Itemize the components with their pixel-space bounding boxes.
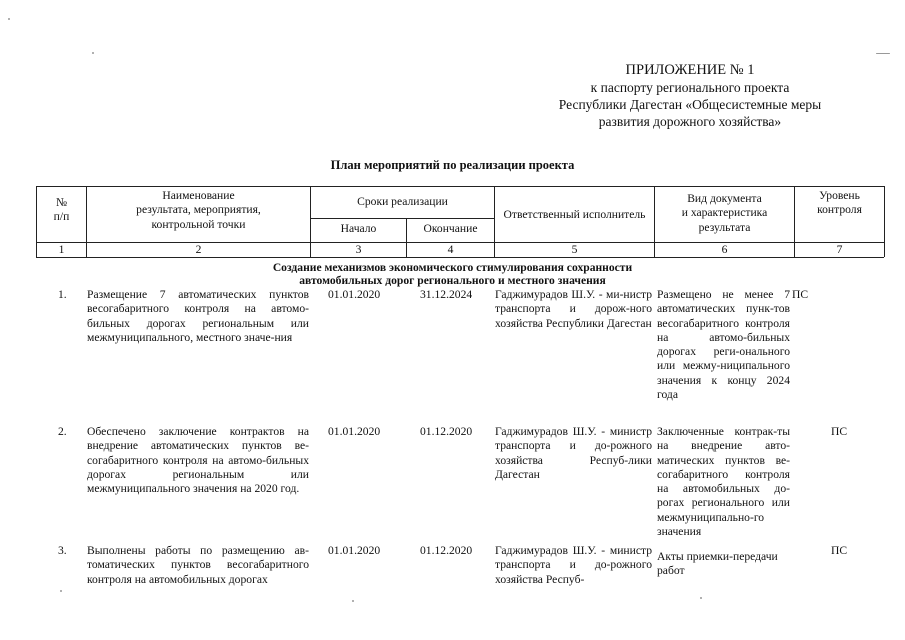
appendix-line-2: Республики Дагестан «Общесистемные меры [558,97,822,112]
header-doc: Вид документа и характеристика результата [681,192,768,234]
header-num: № п/п [53,196,70,224]
grid-line [884,186,885,257]
row-num: 2. [58,425,67,438]
row-name: Обеспечено заключение контрактов на внедрение автоматических пунктов ве-согабаритного контроля на автомо-бильных дорогах региональным или межмуниципального значения на 2020 год. [87,425,309,496]
row-end: 01.12.2020 [420,544,473,557]
row-start: 01.01.2020 [328,288,381,301]
scan-speck [92,52,94,54]
row-doc: Размещено не менее 7 автоматических пунк-тов весогабаритного контроля на автомо-бильных дорогах реги-онального или межму-ниципального значения к концу 2024 года [657,288,790,402]
row-level: ПС [792,288,809,301]
row-end: 01.12.2020 [420,425,473,438]
col-number: 5 [571,243,578,256]
header-terms: Сроки реализации [357,195,448,208]
header-start: Начало [340,222,377,235]
header-level: Уровень контроля [817,189,862,217]
col-number: 1 [58,243,65,256]
header-end: Окончание [423,222,478,235]
row-start: 01.01.2020 [328,425,381,438]
row-end: 31.12.2024 [420,288,473,301]
grid-line [36,186,884,187]
appendix-block [540,62,840,130]
row-name: Выполнены работы по размещению ав-томатических пунктов весогабаритного контроля на автомобильных дорогах [87,544,309,586]
section-title-line-1: Создание механизмов экономического стимулирования сохранности [272,261,633,274]
row-responsible: Гаджимурадов Ш.У. - ми-нистр транспорта и дорож-ного хозяйства Республики Дагестан [495,288,652,330]
header-responsible: Ответственный исполнитель [503,208,646,221]
scan-speck [876,53,890,54]
appendix-line-3: развития дорожного хозяйства» [598,114,782,129]
section-title-line-2: автомобильных дорог регионального и местного значения [299,274,606,287]
header-name: Наименование результата, мероприятия, контрольной точки [136,189,261,231]
scan-speck [352,600,354,602]
row-level: ПС [831,425,848,438]
grid-line [310,218,494,219]
row-level: ПС [831,544,848,557]
row-num: 3. [58,544,67,557]
col-number: 6 [721,243,728,256]
col-number: 3 [355,243,362,256]
scan-speck [60,590,62,592]
appendix-line-1: к паспорту регионального проекта [590,80,790,95]
row-doc: Заключенные контрак-ты на внедрение авто-матических пунктов ве-согабаритного контроля на автомобильных до-рогах регионального или межмуниципально-го значения [657,425,790,539]
col-number: 7 [836,243,843,256]
scan-speck [8,18,10,20]
scan-speck [700,597,702,599]
appendix-title: ПРИЛОЖЕНИЕ № 1 [625,62,755,78]
plan-title: План мероприятий по реализации проекта [330,158,575,172]
row-name: Размещение 7 автоматических пунктов весогабаритного контроля на автомо-бильных дорогах региональным или межмуниципального, местного значе-ния [87,288,309,344]
row-num: 1. [58,288,67,301]
col-number: 2 [195,243,202,256]
row-responsible: Гаджимурадов Ш.У. - министр транспорта и до-рожного хозяйства Респуб-лики Дагестан [495,425,652,481]
row-responsible: Гаджимурадов Ш.У. - министр транспорта и до-рожного хозяйства Респуб- [495,544,652,586]
col-number: 4 [447,243,454,256]
row-doc: Акты приемки-передачи работ [657,550,778,578]
row-start: 01.01.2020 [328,544,381,557]
